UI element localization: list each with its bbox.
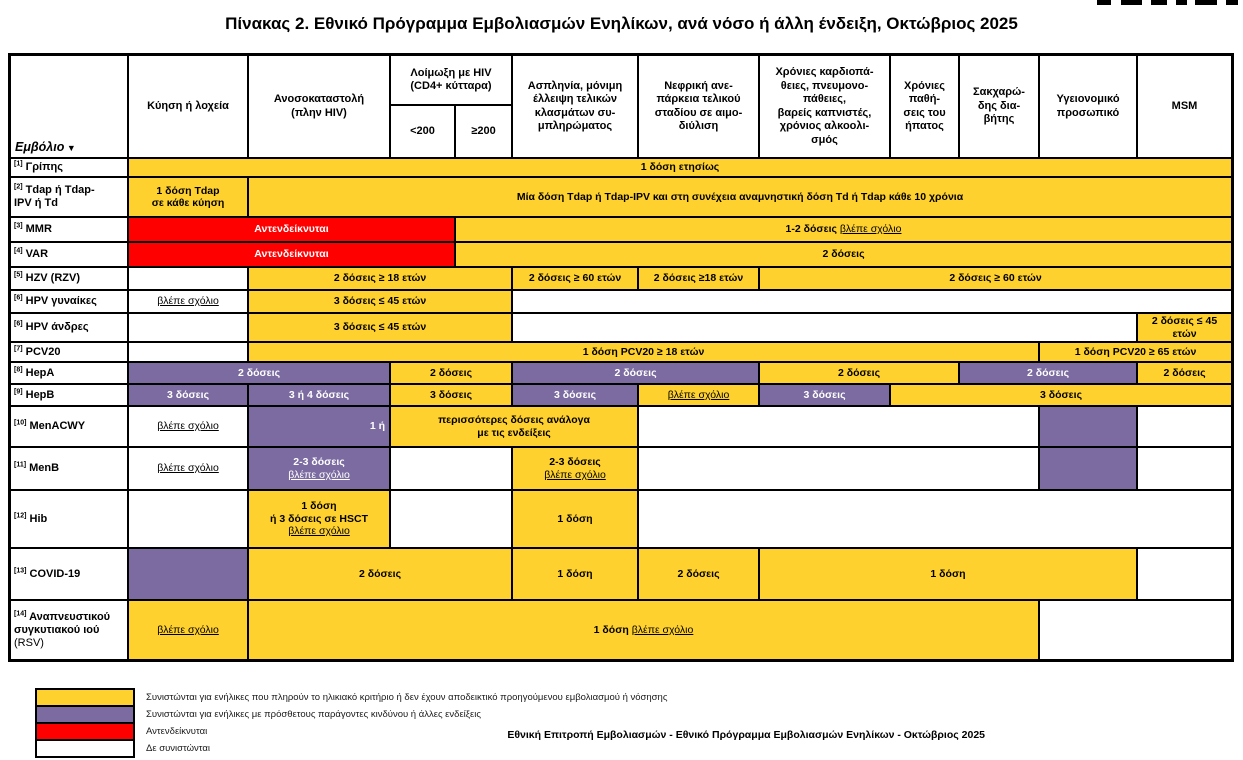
cell-text: 2 δόσεις — [358, 567, 402, 580]
cell-covid19-col11 — [1137, 548, 1232, 600]
cell-text: 1 δόση PCV20 ≥ 65 ετών — [1074, 345, 1197, 358]
cell-text: βλέπε σχόλιο — [544, 468, 606, 481]
cell-text: 2 δόσεις — [837, 366, 881, 379]
row-number: [5] — [14, 271, 23, 279]
cell-text: Νεφρική ανε- — [664, 79, 733, 92]
cell-text: Αντενδείκνυται — [254, 223, 329, 236]
cell-text: βλέπε σχόλιο — [157, 462, 219, 475]
page-title: Πίνακας 2. Εθνικό Πρόγραμμα Εμβολιασμών Ενηλίκων, ανά νόσο ή άλλη ένδειξη, Οκτώβριος 2025 — [225, 14, 1018, 33]
cell-text: σε κάθε κύηση — [151, 197, 225, 209]
legend-swatch-not-recommended — [35, 739, 135, 758]
cell-text: σμός — [811, 133, 838, 146]
cell-text: 1 δόση ετησίως — [640, 161, 720, 174]
cell-hpv-women-col1 — [128, 290, 248, 313]
row-number: [3] — [14, 222, 23, 230]
cell-text: 2 δόσεις ≥18 ετών — [653, 272, 744, 285]
cell-menacwy-col11 — [1137, 406, 1232, 447]
column-header-pregnancy — [128, 55, 248, 158]
cell-text: MSM — [1171, 99, 1198, 112]
vaccine-name: Tdap ή Tdap- — [25, 184, 95, 196]
column-header-hiv-cd4-ge200 — [455, 105, 512, 158]
cell-text: 2 δόσεις — [822, 248, 865, 261]
cell-text: δης δια- — [977, 99, 1021, 112]
cell-rsv-col10-11 — [1039, 600, 1232, 660]
legend-label-contraindicated: Αντενδείκνυται — [146, 726, 208, 737]
cell-rsv-col2-9 — [248, 600, 1039, 660]
vaccine-name: Hib — [29, 512, 48, 525]
cell-text: 3 δόσεις — [1039, 388, 1083, 401]
row-number: [10] — [14, 419, 27, 427]
cell-text: ≥200 — [471, 124, 496, 137]
cell-hpv-men-col2-4 — [248, 313, 512, 342]
cell-text: 1-2 δόσεις — [785, 223, 840, 236]
cell-text: 2 δόσεις — [1163, 366, 1206, 379]
vaccine-name: Αναπνευστικού — [29, 610, 111, 623]
cell-text: μπληρώματος — [537, 120, 613, 132]
row-number: [11] — [14, 461, 27, 469]
vaccine-name: HPV άνδρες — [25, 321, 89, 333]
column-header-cardio-pulmonary — [759, 55, 890, 158]
cell-text: 3 ή 4 δόσεις — [288, 388, 350, 401]
cell-hpv-men-col1 — [128, 313, 248, 342]
cell-hzv-col7-11 — [759, 267, 1232, 290]
cell-hepb-col1 — [128, 384, 248, 406]
cell-text: Λοίμωξη με HIV — [410, 66, 492, 79]
cell-text: περισσότερες δόσεις ανάλογα — [438, 414, 590, 426]
cell-text: 1 δόση PCV20 ≥ 18 ετών — [582, 345, 705, 358]
cell-covid19-col5 — [512, 548, 638, 600]
cell-text: 2 δόσεις ≥ 18 ετών — [333, 272, 427, 285]
cell-text: 1 δόση — [557, 567, 593, 580]
row-label-hzv — [10, 267, 128, 290]
cell-menb-col2 — [248, 447, 390, 490]
cell-text: ήπατος — [905, 120, 944, 132]
cell-text: βλέπε σχόλιο — [839, 223, 902, 236]
cell-menb-col6-9 — [638, 447, 1039, 490]
row-number: [8] — [14, 365, 23, 373]
row-label-hpv-women — [10, 290, 128, 313]
column-header-msm — [1137, 55, 1232, 158]
cell-var-col1-3 — [128, 242, 455, 267]
footer-credit: Εθνική Επιτροπή Εμβολιασμών - Εθνικό Πρόγραμμα Εμβολιασμών Ενηλίκων - Οκτώβριος 2025 — [507, 729, 985, 741]
row-number: [4] — [14, 247, 23, 255]
cell-hpv-women-col2-4 — [248, 290, 512, 313]
cell-text: Χρόνιες — [904, 79, 945, 92]
cell-hib-col6-11 — [638, 490, 1232, 548]
vaccination-schedule-table — [8, 53, 1234, 662]
row-number: [12] — [14, 511, 27, 519]
row-label-mmr — [10, 217, 128, 242]
cell-menb-col11 — [1137, 447, 1232, 490]
cell-text: βλέπε σχόλιο — [157, 295, 219, 308]
column-header-immunosuppression — [248, 55, 390, 158]
down-arrow-icon: ▼ — [64, 142, 76, 153]
cell-hepa-col3-4 — [390, 362, 512, 384]
row-label-var — [10, 242, 128, 267]
row-number: [14] — [14, 609, 27, 617]
cell-text: βλέπε σχόλιο — [631, 623, 694, 636]
row-number: [7] — [14, 344, 23, 352]
cell-text: Υγειονομικό — [1056, 93, 1120, 105]
vaccine-name: HZV (RZV) — [25, 272, 81, 284]
cell-mmr-col4-11 — [455, 217, 1232, 242]
cell-hzv-col6 — [638, 267, 759, 290]
cell-text: 3 δόσεις — [166, 388, 210, 401]
cell-text: θειες, πνευμονο- — [780, 79, 869, 92]
cell-hepb-col8-11 — [890, 384, 1232, 406]
cell-text: βλέπε σχόλιο — [667, 388, 730, 401]
cell-text: Ασπληνία, μόνιμη — [527, 79, 623, 92]
cell-menacwy-col1 — [128, 406, 248, 447]
cell-text: 2 δόσεις — [1026, 366, 1070, 379]
row-label-menacwy — [10, 406, 128, 447]
cell-text: 3 δόσεις ≤ 45 ετών — [333, 295, 427, 308]
artifact-mark — [1151, 0, 1167, 5]
cell-hepa-col5-6 — [512, 362, 759, 384]
row-label-pcv20 — [10, 342, 128, 362]
cell-text: βλέπε σχόλιο — [157, 420, 219, 433]
vaccine-name: MenACWY — [29, 420, 86, 432]
cell-text: σταδίου σε αιμο- — [654, 106, 743, 119]
column-header-healthcare-personnel — [1039, 55, 1137, 158]
cell-text: βλέπε σχόλιο — [288, 468, 350, 481]
cell-text: προσωπικό — [1056, 106, 1120, 119]
legend-label-risk-factors: Συνιστώνται για ενήλικες με πρόσθετους παράγοντες κινδύνου ή άλλες ενδείξεις — [146, 709, 481, 720]
cell-text: βλέπε σχόλιο — [288, 525, 350, 538]
cell-menb-col3-4 — [390, 447, 512, 490]
cell-covid19-col1 — [128, 548, 248, 600]
row-number: [1] — [14, 160, 23, 168]
cell-text: 3 δόσεις — [803, 388, 846, 401]
cell-var-col4-11 — [455, 242, 1232, 267]
row-number: [13] — [14, 566, 27, 574]
cell-text: κλασμάτων συ- — [534, 106, 616, 119]
cell-text: Μία δόση Tdap ή Tdap-IPV και στη συνέχεια αναμνηστική δόση Td ή Tdap κάθε 10 χρόνια — [516, 190, 964, 203]
cell-text: διύλιση — [678, 120, 719, 132]
row-label-menb — [10, 447, 128, 490]
artifact-mark — [1176, 0, 1187, 5]
cell-hib-col2 — [248, 490, 390, 548]
vaccine-name: Γρίπης — [25, 161, 63, 173]
cell-text: 2 δόσεις ≥ 60 ετών — [528, 272, 622, 285]
vaccine-name: HepB — [25, 388, 55, 401]
cell-hpv-women-col5-11 — [512, 290, 1232, 313]
cell-rsv-col1 — [128, 600, 248, 660]
cell-hzv-col2-4 — [248, 267, 512, 290]
cell-covid19-col2-4 — [248, 548, 512, 600]
vaccine-name: HPV γυναίκες — [25, 295, 97, 307]
cell-covid19-col7-10 — [759, 548, 1137, 600]
cell-hepa-col7-8 — [759, 362, 959, 384]
cell-text: 2 δόσεις ≤ 45 — [1151, 315, 1218, 327]
cell-text: βαρείς καπνιστές, — [777, 106, 872, 119]
cell-menacwy-col6-9 — [638, 406, 1039, 447]
column-header-renal-failure — [638, 55, 759, 158]
cell-hepb-col3-4 — [390, 384, 512, 406]
cell-text: πάρκεια τελικού — [656, 93, 741, 105]
cell-menacwy-col2 — [248, 406, 390, 447]
cell-text: 2 δόσεις — [614, 366, 657, 379]
cell-text: Αντενδείκνυται — [254, 248, 329, 261]
artifact-mark — [1121, 0, 1142, 5]
legend-label-not-recommended: Δε συνιστώνται — [146, 743, 211, 754]
cell-pcv20-col2-9 — [248, 342, 1039, 362]
cell-pcv20-col10-11 — [1039, 342, 1232, 362]
row-label-rsv — [10, 600, 128, 660]
row-number: [2] — [14, 183, 23, 191]
column-header-vaccine — [10, 55, 128, 158]
cell-text: 3 δόσεις — [553, 388, 597, 401]
cell-text: Σακχαρώ- — [973, 86, 1025, 99]
cell-hepa-col9-10 — [959, 362, 1137, 384]
artifact-mark — [1226, 0, 1238, 5]
cell-text: 2 δόσεις ≥ 60 ετών — [949, 272, 1042, 285]
cell-menb-col5 — [512, 447, 638, 490]
cell-text: χρόνιος αλκοολι- — [779, 120, 870, 132]
cell-text: <200 — [410, 124, 435, 137]
cell-text: 1 δόση — [930, 567, 966, 580]
cell-hib-col1 — [128, 490, 248, 548]
column-header-hiv-group — [390, 55, 512, 105]
cell-tdap-col1 — [128, 177, 248, 217]
cell-menacwy-col3-5 — [390, 406, 638, 447]
cell-pcv20-col1 — [128, 342, 248, 362]
cell-menb-col1 — [128, 447, 248, 490]
cell-text: παθή- — [908, 93, 941, 105]
cell-text: (CD4+ κύτταρα) — [410, 80, 492, 92]
cell-text: ή 3 δόσεις σε HSCT — [270, 512, 368, 525]
row-label-tdap — [10, 177, 128, 217]
cell-text: βλέπε σχόλιο — [157, 623, 219, 636]
cell-hepb-col2 — [248, 384, 390, 406]
cell-text: 2-3 δόσεις — [549, 456, 601, 468]
cell-text: Χρόνιες καρδιοπά- — [775, 66, 874, 78]
row-number: [6] — [14, 294, 23, 302]
row-label-hib — [10, 490, 128, 548]
row-number: [9] — [14, 387, 23, 395]
row-number: [6] — [14, 320, 23, 328]
cell-hepb-col7 — [759, 384, 890, 406]
column-header-liver-disease — [890, 55, 959, 158]
cell-text: 1 δόση Tdap — [156, 184, 220, 197]
cell-tdap-col2-11 — [248, 177, 1232, 217]
row-label-hepb — [10, 384, 128, 406]
row-label-hepa — [10, 362, 128, 384]
cell-hib-col3-4 — [390, 490, 512, 548]
column-header-diabetes — [959, 55, 1039, 158]
vaccine-name: IPV ή Td — [14, 197, 58, 209]
cell-covid19-col6 — [638, 548, 759, 600]
artifact-mark — [1195, 0, 1217, 5]
cell-menacwy-col10 — [1039, 406, 1137, 447]
cell-hpv-men-col11 — [1137, 313, 1232, 342]
cell-hzv-col5 — [512, 267, 638, 290]
cell-text: ετών — [1172, 327, 1197, 340]
row-label-flu — [10, 158, 128, 177]
cell-text: 2 δόσεις — [237, 366, 281, 379]
cell-text: 1 δόση — [301, 500, 337, 513]
row-label-hpv-men — [10, 313, 128, 342]
cell-menb-col10 — [1039, 447, 1137, 490]
cell-mmr-col1-3 — [128, 217, 455, 242]
corner-label: Εμβόλιο ▼ — [15, 139, 76, 154]
cell-hepa-col11 — [1137, 362, 1232, 384]
cell-text: 1 δόση — [557, 512, 593, 525]
artifact-mark — [1097, 0, 1111, 5]
vaccine-name: (RSV) — [14, 636, 44, 649]
vaccine-name: VAR — [25, 248, 49, 260]
vaccine-name: COVID-19 — [29, 567, 81, 580]
cell-text: 1 ή — [369, 420, 385, 433]
cell-text: 2 δόσεις — [429, 366, 473, 379]
cell-hpv-men-col5-10 — [512, 313, 1137, 342]
cell-text: πάθειες, — [802, 93, 847, 105]
cell-hepb-col6 — [638, 384, 759, 406]
cell-text: έλλειψη τελικών — [532, 93, 618, 105]
cell-text: Κύηση ή λοχεία — [147, 99, 229, 112]
cell-text: Ανοσοκαταστολή — [273, 93, 365, 105]
cell-text: βήτης — [983, 113, 1015, 126]
cell-text: σεις του — [903, 106, 946, 119]
cell-hepa-col1-2 — [128, 362, 390, 384]
cell-text: 2 δόσεις — [677, 567, 720, 580]
cell-flu-col1-11 — [128, 158, 1232, 177]
legend-label-recommended-age: Συνιστώνται για ενήλικες που πληρούν το ηλικιακό κριτήριο ή δεν έχουν αποδεικτικό προηγούμενου εμβολιασμού ή νόσησης — [146, 692, 668, 703]
column-header-asplenia — [512, 55, 638, 158]
cell-hzv-col1 — [128, 267, 248, 290]
vaccine-name: HepA — [25, 366, 55, 379]
cell-text: 3 δόσεις — [429, 388, 473, 401]
cell-hepb-col5 — [512, 384, 638, 406]
cell-text: (πλην HIV) — [291, 106, 347, 119]
cell-text: με τις ενδείξεις — [477, 426, 551, 439]
row-label-covid19 — [10, 548, 128, 600]
vaccine-name: PCV20 — [25, 345, 61, 358]
column-header-hiv-cd4-lt200 — [390, 105, 455, 158]
vaccine-name: MenB — [29, 462, 60, 474]
vaccine-name: συγκυτιακού ιού — [14, 623, 100, 636]
cell-text: 3 δόσεις ≤ 45 ετών — [333, 321, 427, 334]
vaccine-name: MMR — [25, 223, 52, 235]
cell-text: 1 δόση — [593, 623, 632, 636]
cell-text: 2-3 δόσεις — [293, 456, 345, 468]
cell-hib-col5 — [512, 490, 638, 548]
